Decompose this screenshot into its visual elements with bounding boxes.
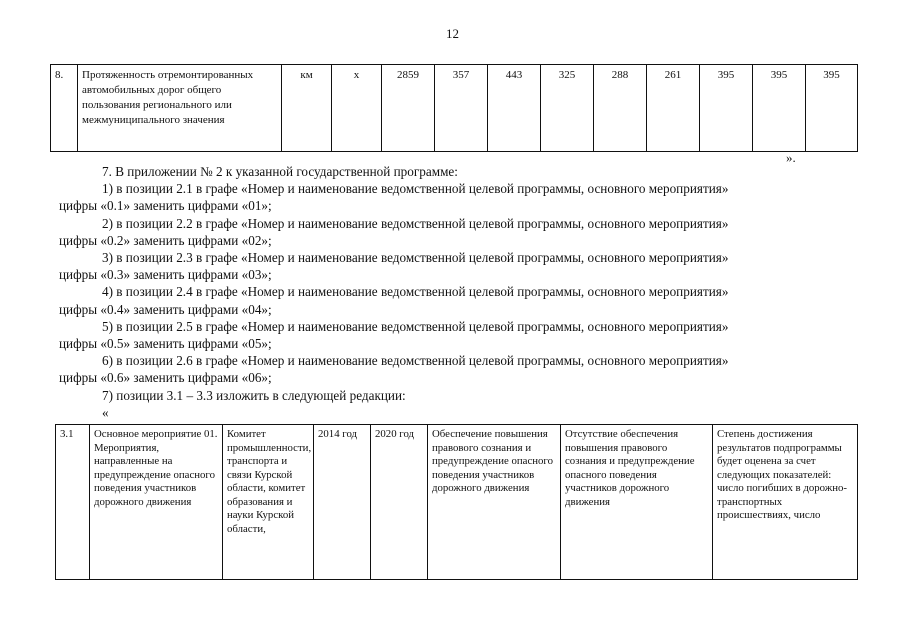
body-text [59, 163, 843, 421]
x-cell: х [332, 65, 382, 152]
list-item: 7) позиции 3.1 – 3.3 изложить в следующей редакции: [102, 387, 406, 403]
value-cell: 443 [488, 65, 541, 152]
table-row [51, 65, 858, 152]
indicators-cell: Степень достижения результатов подпрограммы будет оценена за счет следующих показателей: число погибших в дорожно-транспортных происшествиях, число [713, 425, 858, 580]
value-cell: 395 [806, 65, 858, 152]
row-number: 3.1 [56, 425, 90, 580]
indicator-table [50, 64, 858, 152]
value-cell: 395 [753, 65, 806, 152]
list-item: 6) в позиции 2.6 в графе «Номер и наименование ведомственной целевой программы, основного мероприятия» цифры «0.6» заменить цифрами «06»; [59, 353, 729, 386]
list-item: 1) в позиции 2.1 в графе «Номер и наименование ведомственной целевой программы, основного мероприятия» цифры «0.1» заменить цифрами «01»; [59, 181, 729, 214]
list-item: 3) в позиции 2.3 в графе «Номер и наименование ведомственной целевой программы, основного мероприятия» цифры «0.3» заменить цифрами «03»; [59, 250, 729, 283]
expected-result-cell: Обеспечение повышения правового сознания и предупреждение опасного поведения участников дорожного движения [428, 425, 561, 580]
list-item: 4) в позиции 2.4 в графе «Номер и наименование ведомственной целевой программы, основного мероприятия» цифры «0.4» заменить цифрами «04»; [59, 284, 729, 317]
list-item: 5) в позиции 2.5 в графе «Номер и наименование ведомственной целевой программы, основного мероприятия» цифры «0.5» заменить цифрами «05»; [59, 318, 729, 352]
value-cell: 325 [541, 65, 594, 152]
consequences-cell: Отсутствие обеспечения повышения правового сознания и предупреждение опасного поведения участников дорожного движения [561, 425, 713, 580]
indicator-name: Протяженность отремонтированных автомобильных дорог общего пользования регионального или межмуниципального значения [78, 65, 282, 152]
closing-quote: ». [786, 150, 796, 165]
unit-cell: км [282, 65, 332, 152]
start-year-cell: 2014 год [314, 425, 371, 580]
table-row [56, 425, 858, 580]
value-cell: 2859 [382, 65, 435, 152]
measures-table [55, 424, 858, 580]
value-cell: 395 [700, 65, 753, 152]
value-cell: 288 [594, 65, 647, 152]
value-cell: 261 [647, 65, 700, 152]
executor-cell: Комитет промышленности, транспорта и связи Курской области, комитет образования и науки Курской области, [223, 425, 314, 580]
page-number: 12 [446, 26, 459, 41]
open-quote: « [102, 404, 109, 420]
row-number: 8. [51, 65, 78, 152]
value-cell: 357 [435, 65, 488, 152]
end-year-cell: 2020 год [371, 425, 428, 580]
measure-name: Основное мероприятие 01. Мероприятия, направленные на предупреждение опасного поведения участников дорожного движения [90, 425, 223, 580]
paragraph-intro: 7. В приложении № 2 к указанной государственной программе: [102, 164, 458, 179]
list-item: 2) в позиции 2.2 в графе «Номер и наименование ведомственной целевой программы, основного мероприятия» цифры «0.2» заменить цифрами «02»; [59, 215, 729, 248]
